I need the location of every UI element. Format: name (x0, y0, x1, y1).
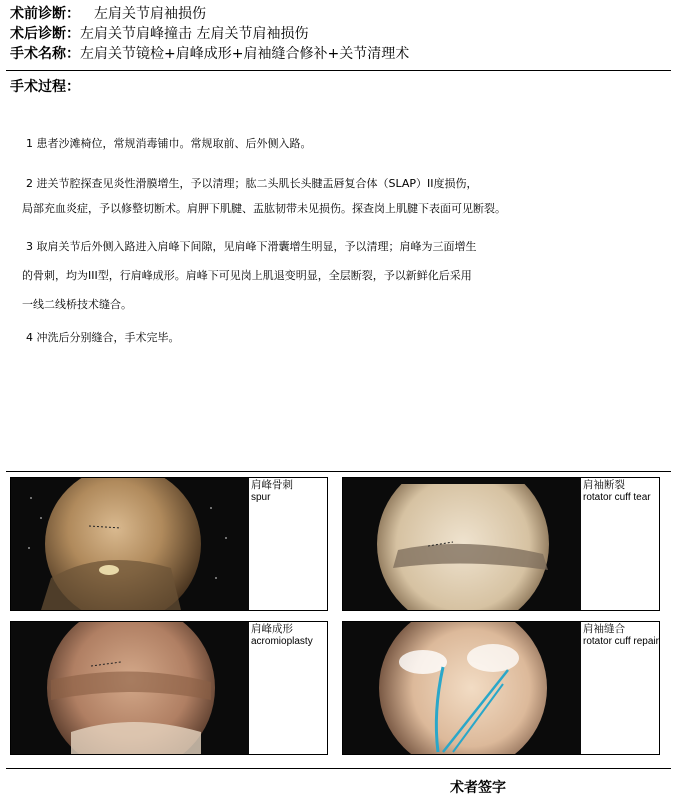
caption-zh: 肩袖缝合 (583, 623, 625, 635)
image-panel-repair (342, 621, 660, 755)
postop-diagnosis (10, 24, 308, 44)
caption-en: rotator cuff tear (583, 492, 651, 503)
image-panel-acromioplasty (10, 621, 328, 755)
signature-label: 术者签字 (450, 780, 506, 796)
caption-en: acromioplasty (251, 636, 313, 647)
process-title: 手术过程： (10, 79, 80, 95)
image-panel-tear (342, 477, 660, 611)
image-caption (251, 624, 327, 647)
arthroscopic-image (343, 622, 581, 754)
image-caption (583, 624, 659, 647)
step-line: 4 冲洗后分别缝合，手术完毕。 (26, 331, 180, 344)
images-bottom-rule (6, 768, 671, 769)
step-line: 一线二线桥技术缝合。 (22, 298, 132, 311)
postop-value: 左肩关节肩峰撞击 左肩关节肩袖损伤 (80, 26, 309, 42)
step-4 (26, 323, 180, 352)
surgery-label: 手术名称： (10, 46, 80, 62)
preop-value: 左肩关节肩袖损伤 (94, 6, 206, 22)
header-rule (6, 70, 671, 71)
caption-zh: 肩峰成形 (251, 623, 293, 635)
step-line: 2 进关节腔探查见炎性滑膜增生，予以清理；肱二头肌长头腱盂唇复合体（SLAP）II度损伤， (26, 177, 478, 190)
step-3 (22, 232, 477, 311)
postop-label: 术后诊断： (10, 26, 80, 42)
caption-zh: 肩袖断裂 (583, 479, 625, 491)
preop-diagnosis (10, 4, 206, 24)
caption-en: spur (251, 492, 271, 503)
caption-zh: 肩峰骨刺 (251, 479, 293, 491)
caption-en: rotator cuff repair (583, 636, 659, 647)
surgery-value: 左肩关节镜检+肩峰成形+肩袖缝合修补+关节清理术 (80, 46, 410, 62)
arthroscopic-image (11, 622, 249, 754)
step-line: 3 取肩关节后外侧入路进入肩峰下间隙，见肩峰下滑囊增生明显，予以清理；肩峰为三面增生 (26, 240, 477, 253)
preop-label: 术前诊断： (10, 6, 80, 22)
image-panel-spur (10, 477, 328, 611)
step-line: 的骨刺，均为III型，行肩峰成形。肩峰下可见岗上肌退变明显，全层断裂，予以新鲜化后采用 (22, 269, 472, 282)
image-caption (583, 480, 659, 503)
images-top-rule (6, 471, 671, 472)
step-2 (22, 169, 506, 215)
step-line: 1 患者沙滩椅位，常规消毒铺巾。常规取前、后外侧入路。 (26, 137, 312, 150)
arthroscopic-image (11, 478, 249, 610)
surgery-name (10, 44, 409, 64)
step-line: 局部充血炎症，予以修整切断术。肩胛下肌腱、盂肱韧带未见损伤。探查岗上肌腱下表面可见断裂。 (22, 202, 506, 215)
image-caption (251, 480, 327, 503)
arthroscopic-image (343, 478, 581, 610)
step-1 (26, 129, 312, 158)
